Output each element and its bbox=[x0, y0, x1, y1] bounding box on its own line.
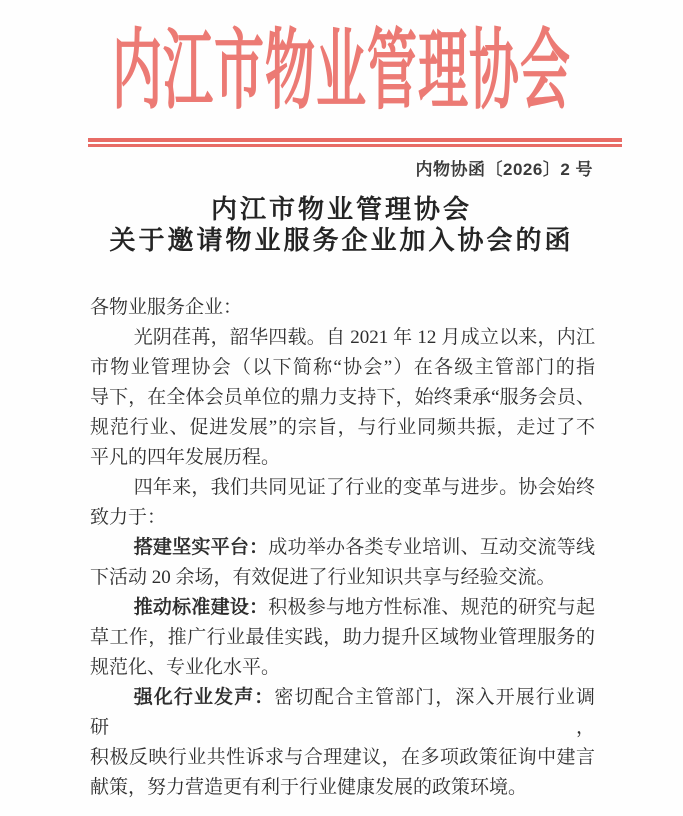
body-line-text: 积极反映行业共性诉求与合理建议，在多项政策征询中建言 bbox=[90, 747, 595, 768]
body-line-text: 平凡的四年发展历程。 bbox=[90, 447, 281, 468]
document-title bbox=[0, 194, 683, 256]
body-line bbox=[90, 683, 595, 743]
body-line bbox=[90, 413, 595, 443]
document-title-line1: 内江市物业管理协会 bbox=[210, 195, 472, 224]
body-line-bold-lead: 推动标准建设： bbox=[133, 597, 269, 618]
body-line-text: 各物业服务企业： bbox=[90, 297, 243, 318]
body-line bbox=[90, 743, 595, 773]
body-line bbox=[90, 323, 595, 353]
body-line-text: 下活动 20 余场，有效促进了行业知识共享与经验交流。 bbox=[90, 567, 556, 588]
body-line-text: 成功举办各类专业培训、互动交流等线 bbox=[268, 537, 595, 558]
body-line bbox=[90, 473, 595, 503]
document-title-line2: 关于邀请物业服务企业加入协会的函 bbox=[109, 226, 574, 255]
body-line-text: 市物业管理协会（以下简称“协会”）在各级主管部门的指 bbox=[90, 357, 595, 378]
doc-reference-number: 内物协函〔2026〕2 号 bbox=[415, 160, 593, 179]
body-line bbox=[90, 653, 595, 683]
body-line-text: 规范行业、促进发展”的宗旨，与行业同频共振，走过了不 bbox=[90, 417, 595, 438]
body-line-text: 献策，努力营造更有利于行业健康发展的政策环境。 bbox=[90, 777, 528, 798]
letterhead-title: 内江市物业管理协会 bbox=[112, 21, 571, 120]
body-line bbox=[90, 533, 595, 563]
body-line-text: 草工作，推广行业最佳实践，助力提升区域物业管理服务的 bbox=[90, 627, 595, 648]
body-line-text: 光阴荏苒，韶华四载。自 2021 年 12 月成立以来，内江 bbox=[133, 327, 595, 348]
rule-thin-bar bbox=[88, 144, 622, 147]
body-line bbox=[90, 563, 595, 593]
body-line-text: 四年来，我们共同见证了行业的变革与进步。协会始终 bbox=[133, 477, 595, 498]
body-line-text: 致力于： bbox=[90, 507, 167, 528]
body-line bbox=[90, 773, 595, 803]
body-line bbox=[90, 443, 595, 473]
body-line-text: 密切配合主管部门，深入开展行业调研， bbox=[90, 687, 595, 738]
body-line-bold-lead: 强化行业发声： bbox=[133, 687, 275, 708]
body-line-text: 积极参与地方性标准、规范的研究与起 bbox=[268, 597, 595, 618]
body-line bbox=[90, 383, 595, 413]
body-line-text: 导下，在全体会员单位的鼎力支持下，始终秉承“服务会员、 bbox=[90, 387, 595, 408]
body-line bbox=[90, 353, 595, 383]
body-line bbox=[90, 623, 595, 653]
body-line bbox=[90, 593, 595, 623]
body-line bbox=[90, 293, 595, 323]
body-line bbox=[90, 503, 595, 533]
red-double-rule bbox=[88, 138, 622, 147]
body-line-bold-lead: 搭建坚实平台： bbox=[133, 537, 269, 558]
body-line-text: 规范化、专业化水平。 bbox=[90, 657, 281, 678]
body-text bbox=[90, 293, 595, 803]
